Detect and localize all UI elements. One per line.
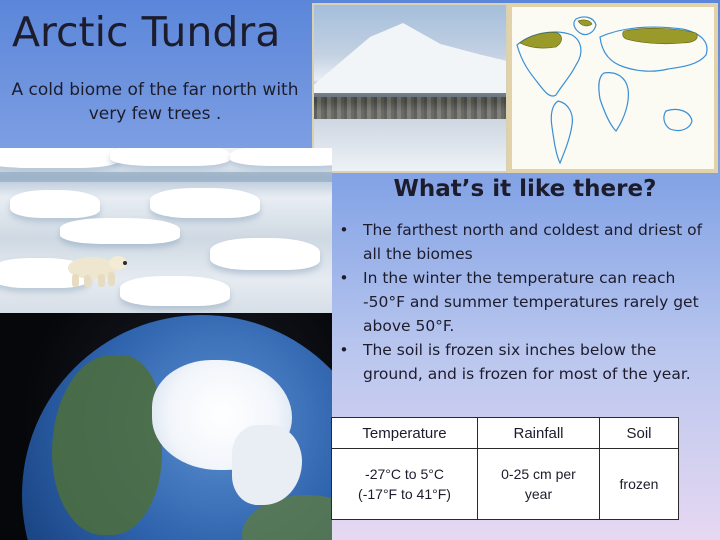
map-south-america [551, 101, 572, 163]
bullet-text: In the winter the temperature can reach -50°F and summer temperatures rarely get above 50°F. [363, 269, 699, 335]
temperature-celsius: -27°C to 5°C [365, 466, 444, 482]
snowy-mountain [312, 23, 508, 93]
ice-floe [120, 276, 230, 306]
open-water [0, 172, 332, 182]
tundra-shrubs [314, 97, 508, 119]
map-africa [599, 73, 629, 131]
greenland-ice [232, 425, 302, 505]
rainfall-line-1: 0-25 cm per [501, 466, 576, 482]
header-rainfall: Rainfall [478, 418, 600, 449]
world-map-svg [512, 7, 714, 169]
table-header-row [332, 418, 679, 449]
cell-soil: frozen [600, 449, 679, 520]
ice-floe [210, 238, 320, 270]
bullet-dot: • [339, 341, 349, 359]
polar-bear-icon [56, 250, 134, 288]
map-australia [664, 109, 692, 130]
slide-subtitle: A cold biome of the far north with very few trees . [11, 80, 299, 124]
temperature-fahrenheit: (-17°F to 41°F) [358, 486, 451, 502]
bullet-item [335, 338, 710, 386]
table-row [332, 449, 679, 520]
rainfall-line-2: year [524, 486, 553, 502]
section-heading: What’s it like there? [393, 176, 657, 202]
ice-floe [0, 148, 120, 168]
polar-bear-ice-photo [0, 148, 332, 313]
cell-rainfall [478, 449, 600, 520]
bullet-dot: • [339, 221, 349, 239]
globe-landmass [52, 355, 162, 535]
ice-floe [110, 148, 230, 166]
ice-floe [150, 188, 260, 218]
earth-globe [22, 315, 332, 540]
bullet-item [335, 218, 710, 266]
bullet-list [335, 218, 710, 386]
tundra-mountain-photo [312, 3, 508, 173]
bullet-text: The soil is frozen six inches below the ground, and is frozen for most of the year. [363, 341, 691, 383]
bullet-item [335, 266, 710, 338]
ice-floe [10, 190, 100, 218]
header-soil: Soil [600, 418, 679, 449]
cell-temperature [332, 449, 478, 520]
bullet-dot: • [339, 269, 349, 287]
map-tundra-north-america [520, 32, 562, 48]
arctic-globe-photo [0, 313, 332, 540]
header-temperature: Temperature [332, 418, 478, 449]
climate-facts-table [331, 417, 679, 520]
slide-title: Arctic Tundra [12, 8, 281, 56]
bullet-text: The farthest north and coldest and driest of all the biomes [363, 221, 703, 263]
world-map-image [508, 3, 718, 173]
ice-floe [230, 148, 332, 166]
ice-floe [60, 218, 180, 244]
